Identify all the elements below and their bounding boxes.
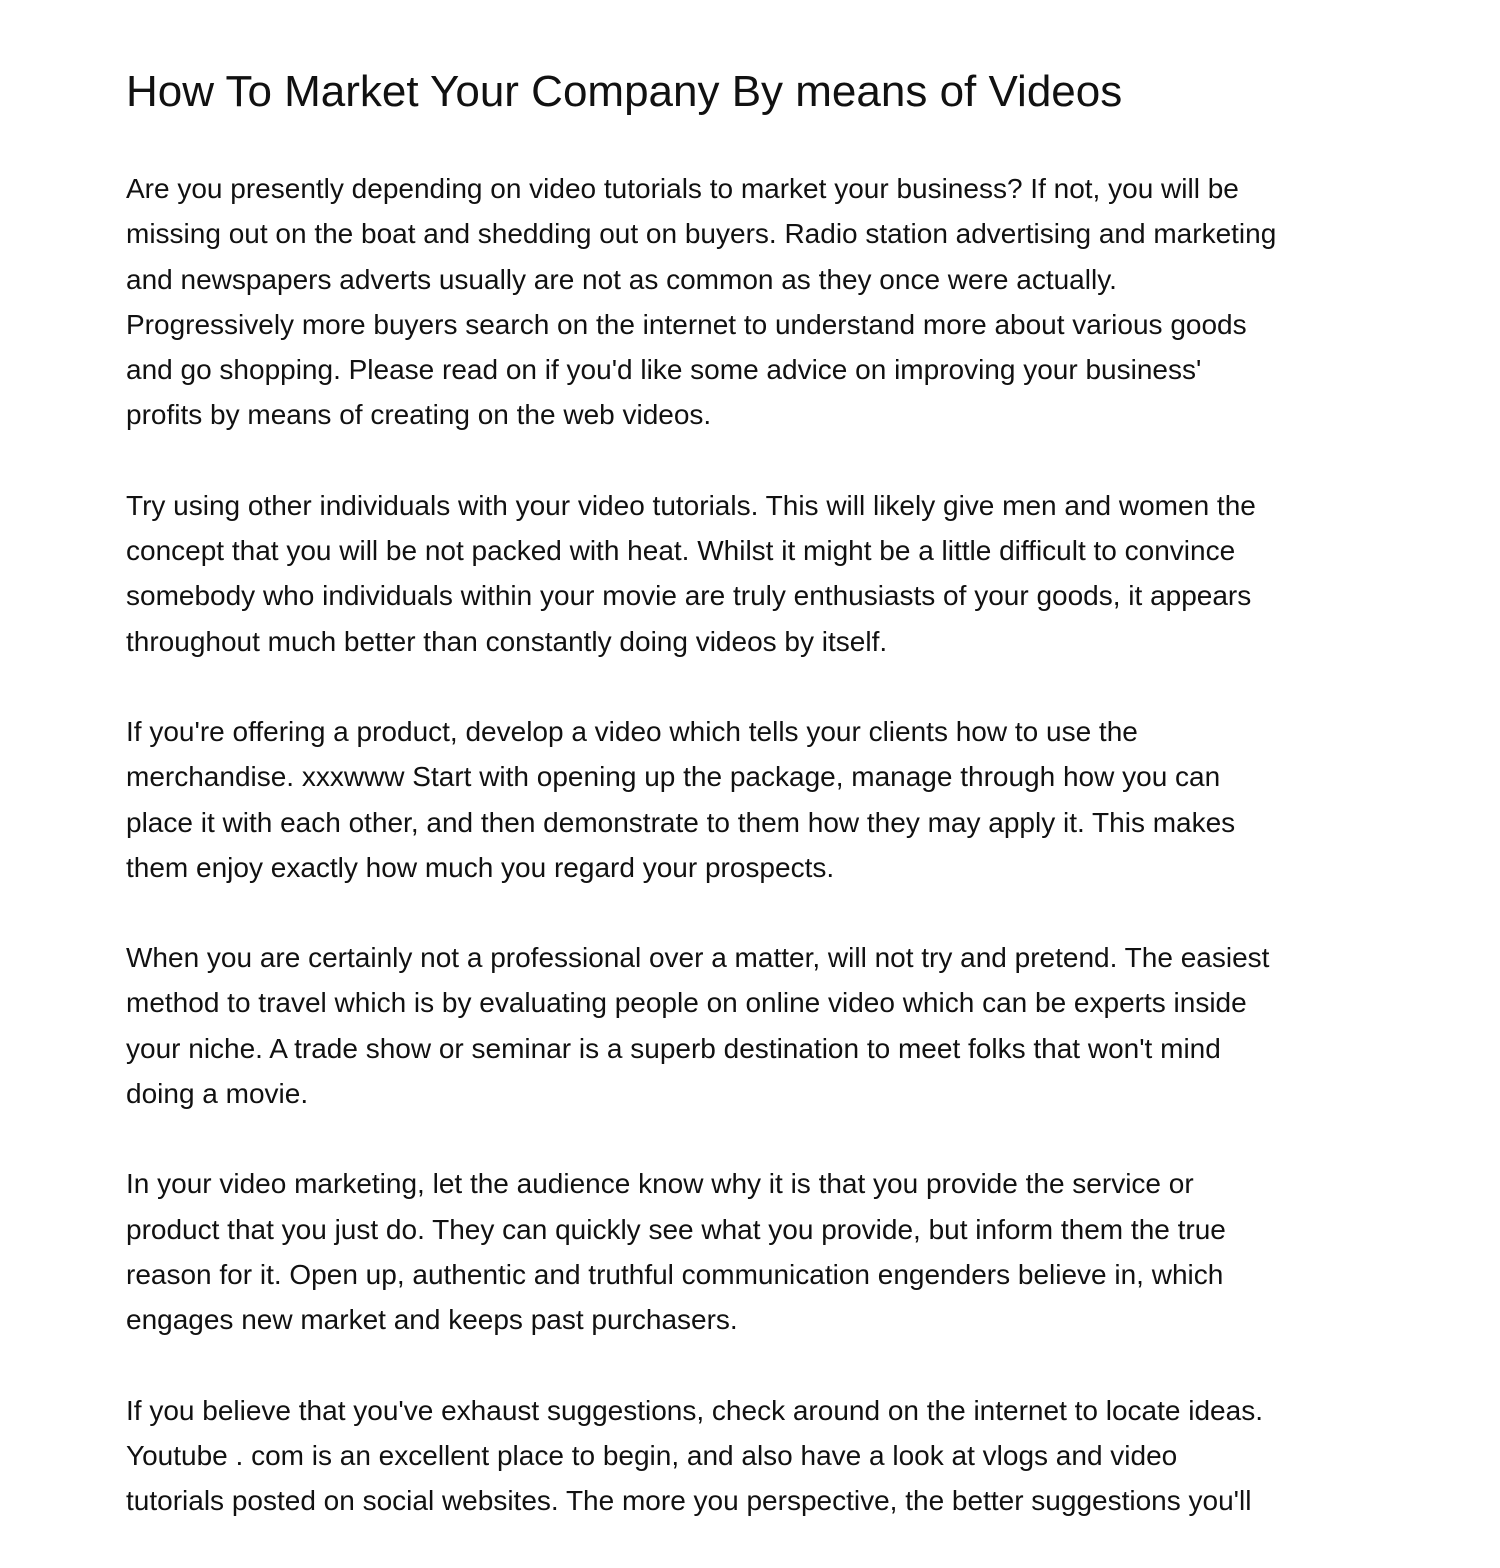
- paragraph-line: Progressively more buyers search on the internet to understand more about various goods: [126, 308, 1247, 340]
- paragraph-line: If you believe that you've exhaust suggestions, check around on the internet to locate ideas.: [126, 1394, 1263, 1426]
- paragraph-line: concept that you will be not packed with heat. Whilst it might be a little difficult to convince: [126, 535, 1236, 567]
- paragraph-line: and go shopping. Please read on if you'd like some advice on improving your business': [126, 354, 1202, 386]
- paragraph-line: If you're offering a product, develop a video which tells your clients how to use the: [126, 715, 1138, 747]
- paragraph-line: product that you just do. They can quickly see what you provide, but inform them the true: [126, 1213, 1226, 1245]
- paragraph-line: tutorials posted on social websites. The more you perspective, the better suggestions you'll: [126, 1485, 1252, 1517]
- paragraph: [126, 709, 1386, 890]
- paragraph-line: In your video marketing, let the audience know why it is that you provide the service or: [126, 1168, 1194, 1200]
- paragraph: [126, 483, 1386, 664]
- paragraph: [126, 935, 1386, 1116]
- document-body: [126, 166, 1386, 1568]
- paragraph: [126, 166, 1386, 438]
- paragraph: [126, 1161, 1386, 1342]
- paragraph-line: Are you presently depending on video tutorials to market your business? If not, you will be: [126, 173, 1239, 204]
- paragraph: [126, 1388, 1386, 1524]
- paragraph-line: method to travel which is by evaluating people on online video which can be experts inside: [126, 987, 1247, 1019]
- paragraph-line: them enjoy exactly how much you regard your prospects.: [126, 851, 835, 883]
- paragraph-line: your niche. A trade show or seminar is a superb destination to meet folks that won't mind: [126, 1032, 1221, 1064]
- paragraph-line: engages new market and keeps past purchasers.: [126, 1304, 738, 1336]
- paragraph-line: profits by means of creating on the web videos.: [126, 399, 712, 431]
- paragraph-line: doing a movie.: [126, 1078, 309, 1110]
- paragraph-line: reason for it. Open up, authentic and truthful communication engenders believe in, which: [126, 1258, 1224, 1290]
- paragraph-line: somebody who individuals within your movie are truly enthusiasts of your goods, it appears: [126, 580, 1252, 612]
- paragraph-line: missing out on the boat and shedding out on buyers. Radio station advertising and marketing: [126, 218, 1277, 250]
- paragraph-line: place it with each other, and then demonstrate to them how they may apply it. This makes: [126, 806, 1236, 838]
- document-title: How To Market Your Company By means of Videos: [126, 67, 1123, 116]
- paragraph-line: and newspapers adverts usually are not as common as they once were actually.: [126, 263, 1117, 295]
- paragraph-line: Youtube . com is an excellent place to begin, and also have a look at vlogs and video: [126, 1439, 1178, 1471]
- paragraph-line: When you are certainly not a professional over a matter, will not try and pretend. The easiest: [126, 942, 1270, 974]
- paragraph-line: Try using other individuals with your video tutorials. This will likely give men and women the: [126, 489, 1256, 521]
- paragraph-line: throughout much better than constantly doing videos by itself.: [126, 625, 888, 657]
- paragraph-line: merchandise. xxxwww Start with opening up the package, manage through how you can: [126, 761, 1221, 793]
